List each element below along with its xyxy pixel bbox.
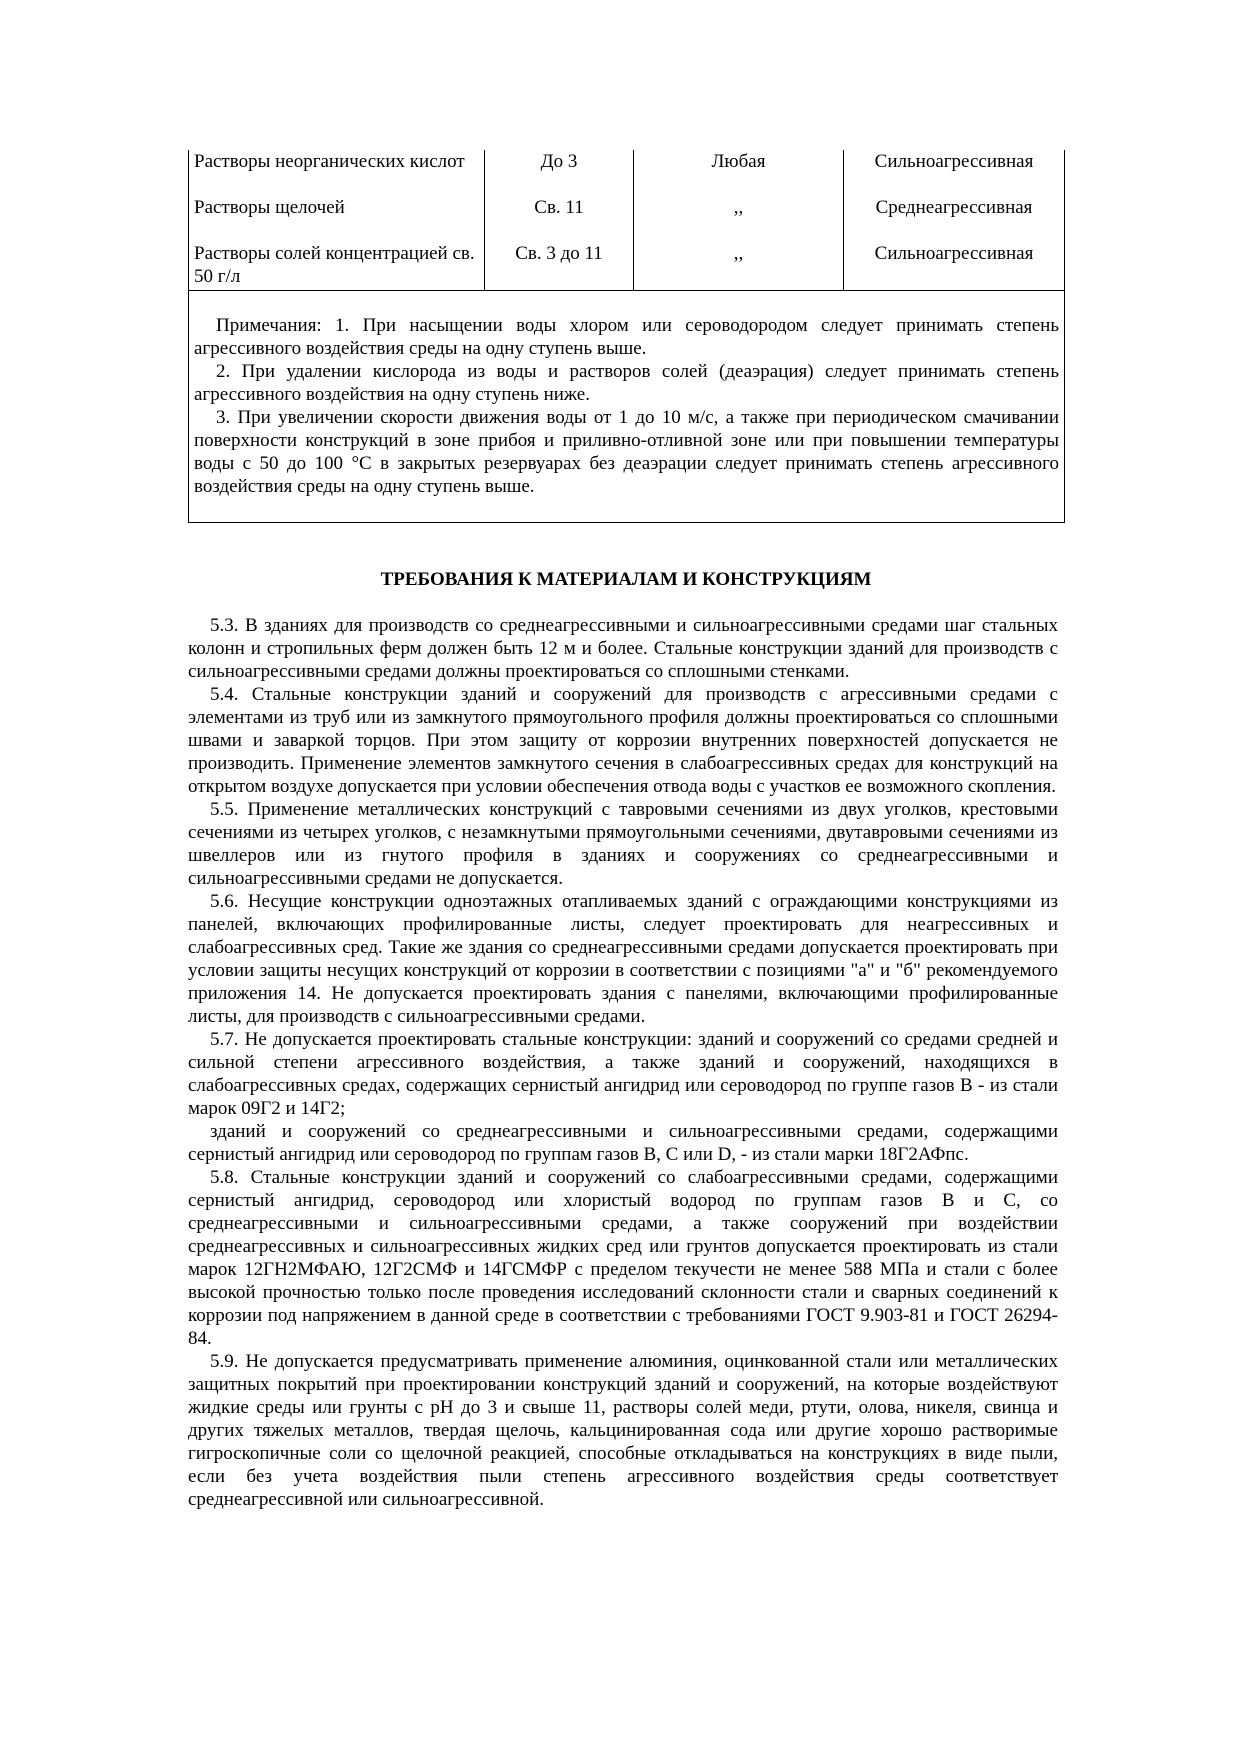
concentration-cell: ,,	[634, 196, 844, 242]
paragraph: 5.7. Не допускается проектировать стальные конструкции: зданий и сооружений со средами средней и сильной степени агрессивного воздействия, а также зданий и сооружений, находящихся в слабоагрессивных средах, содержащих сернистый ангидрид или сероводород по группе газов В - из стали марок 09Г2 и 14Г2;	[188, 1029, 1058, 1119]
concentration-cell: ,,	[634, 242, 844, 291]
table-note: Примечания: 1. При насыщении воды хлором или сероводородом следует принимать степень агрессивного воздействия среды на одну ступень выше.	[194, 315, 1059, 359]
table-row	[189, 196, 1065, 242]
paragraph: 5.3. В зданиях для производств со среднеагрессивными и сильноагрессивными средами шаг стальных колонн и стропильных ферм должен быть 12 м и более. Стальные конструкции зданий для производств с сильноагрессивными средами должны проектироваться со сплошными стенками.	[188, 615, 1058, 682]
paragraph: 5.8. Стальные конструкции зданий и сооружений со слабоагрессивными средами, содержащими сернистый ангидрид, сероводород или хлористый водород по группам газов В и С, со среднеагрессивными и сильноагрессивными средами, а также сооружений при воздействии среднеагрессивных и сильноагрессивных жидких сред или грунтов допускается проектировать из стали марок 12ГН2МФАЮ, 12Г2СМФ и 14ГСМФР с пределом текучести не менее 588 МПа и стали с более высокой прочностью только после проведения исследований склонности стали и сварных соединений к коррозии под напряжением в данной среде в соответствии с требованиями ГОСТ 9.903-81 и ГОСТ 26294-84.	[188, 1167, 1058, 1349]
degree-cell: Сильноагрессивная	[844, 150, 1065, 196]
ph-cell: До 3	[485, 150, 634, 196]
section-body	[188, 614, 1058, 1511]
table-note: 3. При увеличении скорости движения воды от 1 до 10 м/с, а также при периодическом смачивании поверхности конструкций в зоне прибоя и приливно-отливной зоне или при повышении температуры воды с 50 до 100 °С в закрытых резервуарах без деаэрации следует принимать степень агрессивного воздействия среды на одну ступень выше.	[194, 407, 1059, 497]
table-row	[189, 242, 1065, 291]
ph-cell: Св. 11	[485, 196, 634, 242]
paragraph: 5.5. Применение металлических конструкций с тавровыми сечениями из двух уголков, крестовыми сечениями из четырех уголков, с незамкнутыми прямоугольными сечениями, двутавровыми сечениями из швеллеров или из гнутого профиля в зданиях и сооружениях со среднеагрессивными и сильноагрессивными средами не допускается.	[188, 799, 1058, 889]
medium-cell: Растворы неорганических кислот	[189, 150, 485, 196]
table-notes-row	[189, 291, 1065, 523]
medium-cell: Растворы солей концентрацией св. 50 г/л	[189, 242, 485, 291]
ph-cell: Св. 3 до 11	[485, 242, 634, 291]
degree-cell: Сильноагрессивная	[844, 242, 1065, 291]
section-title: ТРЕБОВАНИЯ К МАТЕРИАЛАМ И КОНСТРУКЦИЯМ	[380, 569, 872, 590]
paragraph: зданий и сооружений со среднеагрессивными и сильноагрессивными средами, содержащими сернистый ангидрид или сероводород по группам газов В, С или D, - из стали марки 18Г2АФпс.	[188, 1121, 1058, 1165]
paragraph: 5.6. Несущие конструкции одноэтажных отапливаемых зданий с ограждающими конструкциями из панелей, включающих профилированные листы, следует проектировать для неагрессивных и слабоагрессивных сред. Такие же здания со среднеагрессивными средами допускается проектировать при условии защиты несущих конструкций от коррозии в соответствии с позициями "а" и "б" рекомендуемого приложения 14. Не допускается проектировать здания с панелями, включающими профилированные листы, для производств с сильноагрессивными средами.	[188, 891, 1058, 1027]
table-note: 2. При удалении кислорода из воды и растворов солей (деаэрация) следует принимать степень агрессивного воздействия на одну ступень ниже.	[194, 361, 1059, 405]
table-notes-cell	[189, 291, 1065, 523]
concentration-cell: Любая	[634, 150, 844, 196]
paragraph: 5.9. Не допускается предусматривать применение алюминия, оцинкованной стали или металлических защитных покрытий при проектировании конструкций зданий и сооружений, на которые воздействуют жидкие среды или грунты с рН до 3 и свыше 11, растворы солей меди, ртути, олова, никеля, свинца и других тяжелых металлов, твердая щелочь, кальцинированная сода или другие хорошо растворимые гигроскопичные соли со щелочной реакцией, способные откладываться на конструкциях в виде пыли, если без учета воздействия пыли степень агрессивного воздействия среды соответствует среднеагрессивной или сильноагрессивной.	[188, 1351, 1058, 1510]
degree-cell: Среднеагрессивная	[844, 196, 1065, 242]
paragraph: 5.4. Стальные конструкции зданий и сооружений для производств с агрессивными средами с элементами из труб или из замкнутого прямоугольного профиля должны проектироваться со сплошными швами и заваркой торцов. При этом защиту от коррозии внутренних поверхностей допускается не производить. Применение элементов замкнутого сечения в слабоагрессивных средах для конструкций на открытом воздухе допускается при условии обеспечения отвода воды с участков ее возможного скопления.	[188, 684, 1058, 797]
aggressiveness-table	[188, 150, 1065, 523]
medium-cell: Растворы щелочей	[189, 196, 485, 242]
table-row	[189, 150, 1065, 196]
